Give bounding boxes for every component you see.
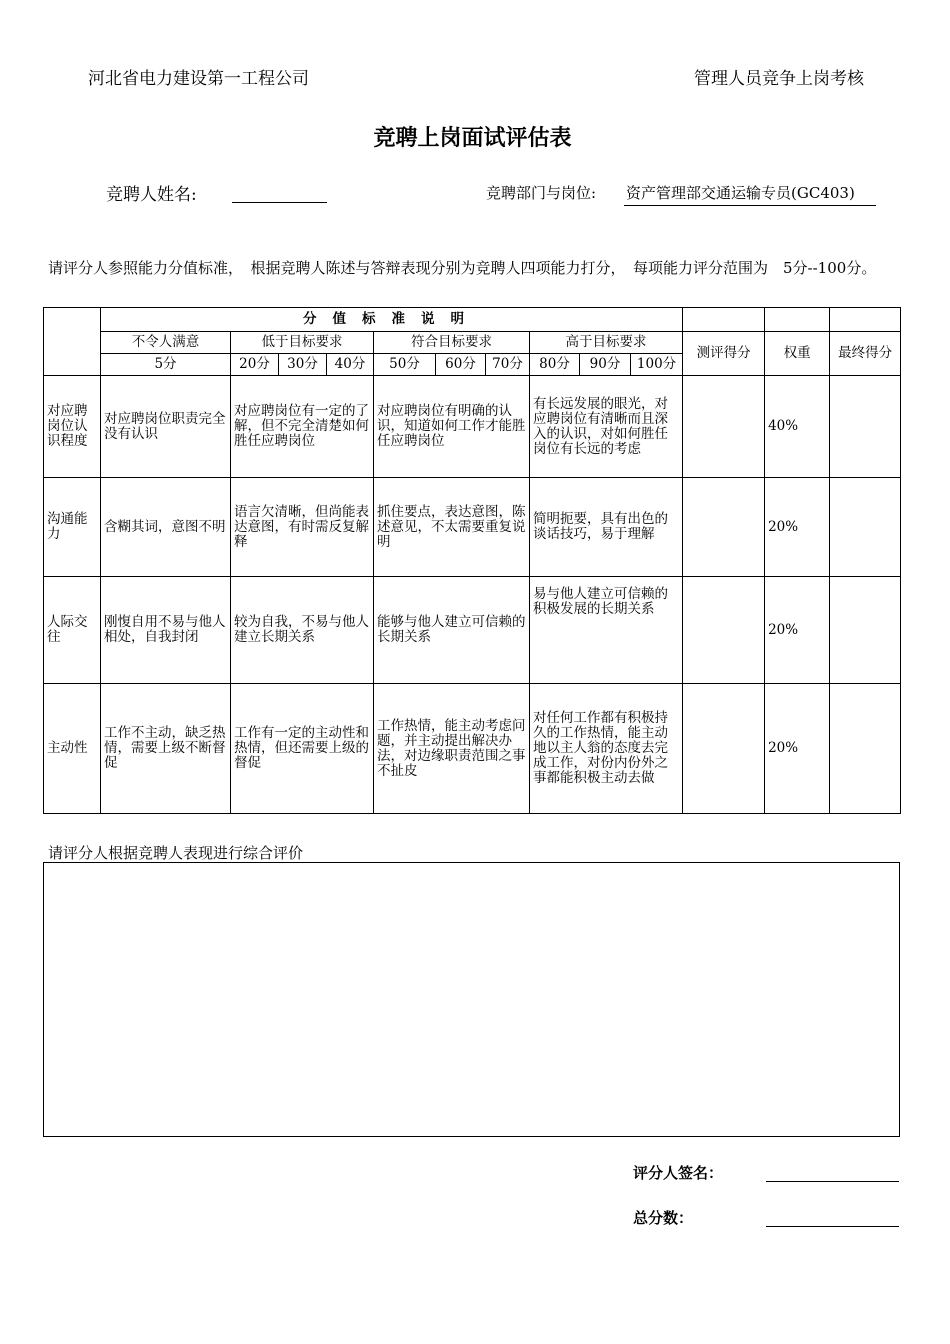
final-score-cell[interactable] (830, 684, 901, 814)
desc-above: 有长远发展的眼光，对应聘岗位有清晰而且深入的认识，对如何胜任岗位有长远的考虑 (530, 376, 683, 478)
score-40: 40分 (327, 354, 374, 376)
candidate-name-label: 竞聘人姓名: (106, 185, 197, 205)
signer-label: 评分人签名： (633, 1164, 724, 1182)
score-70: 70分 (486, 354, 530, 376)
signer-signature-field[interactable] (766, 1181, 899, 1182)
ability-name: 主动性 (44, 684, 101, 814)
overall-evaluation-box[interactable] (43, 862, 900, 1137)
score-20: 20分 (231, 354, 279, 376)
ability-name: 沟通能力 (44, 478, 101, 577)
final-score-cell[interactable] (830, 376, 901, 478)
desc-below: 较为自我，不易与他人建立长期关系 (231, 577, 374, 684)
corner-cell (44, 308, 101, 376)
header-row-levels (44, 332, 901, 354)
desc-meets: 抓住要点，表达意图，陈述意见，不太需要重复说明 (374, 478, 530, 577)
company-name: 河北省电力建设第一工程公司 (88, 69, 309, 89)
col-weight-header: 权重 (765, 332, 830, 376)
table-row (44, 478, 901, 577)
weight-value: 20% (765, 684, 830, 814)
score-100: 100分 (631, 354, 683, 376)
desc-below: 语言欠清晰，但尚能表达意图，有时需反复解释 (231, 478, 374, 577)
level-below: 低于目标要求 (231, 332, 374, 354)
header-empty-cell (683, 308, 765, 332)
level-meets: 符合目标要求 (374, 332, 530, 354)
table-row (44, 684, 901, 814)
standard-header: 分值标准说明 (303, 311, 481, 327)
weight-value: 20% (765, 577, 830, 684)
level-unsatisfactory: 不令人满意 (101, 332, 231, 354)
score-input-cell[interactable] (683, 478, 765, 577)
score-50: 50分 (374, 354, 436, 376)
header-row-standard (44, 308, 901, 332)
overall-evaluation-label: 请评分人根据竞聘人表现进行综合评价 (48, 844, 304, 862)
desc-unsatisfactory: 工作不主动，缺乏热情，需要上级不断督促 (101, 684, 231, 814)
score-input-cell[interactable] (683, 684, 765, 814)
final-score-cell[interactable] (830, 577, 901, 684)
ability-name: 对应聘岗位认识程度 (44, 376, 101, 478)
score-60: 60分 (436, 354, 486, 376)
weight-value: 20% (765, 478, 830, 577)
col-score-header: 测评得分 (683, 332, 765, 376)
evaluation-table (43, 307, 901, 814)
desc-meets: 对应聘岗位有明确的认识，知道如何工作才能胜任应聘岗位 (374, 376, 530, 478)
total-score-label: 总分数： (633, 1209, 694, 1227)
position-label: 竞聘部门与岗位: (486, 184, 597, 202)
instruction-text: 请评分人参照能力分值标准， 根据竞聘人陈述与答辩表现分别为竞聘人四项能力打分， 每项能力评分范围为 5分--100分。 (48, 259, 877, 277)
weight-value: 40% (765, 376, 830, 478)
table-row (44, 376, 901, 478)
desc-meets: 能够与他人建立可信赖的长期关系 (374, 577, 530, 684)
ability-name: 人际交往 (44, 577, 101, 684)
score-90: 90分 (580, 354, 631, 376)
desc-above: 简明扼要，具有出色的谈话技巧，易于理解 (530, 478, 683, 577)
desc-unsatisfactory: 含糊其词，意图不明 (101, 478, 231, 577)
desc-below: 工作有一定的主动性和热情，但还需要上级的督促 (231, 684, 374, 814)
desc-above: 对任何工作都有积极持久的工作热情，能主动地以主人翁的态度去完成工作，对份内份外之事都能积极主动去做 (530, 684, 683, 814)
desc-meets: 工作热情，能主动考虑问题，并主动提出解决办法，对边缘职责范围之事不扯皮 (374, 684, 530, 814)
header-empty-cell (830, 308, 901, 332)
score-30: 30分 (279, 354, 327, 376)
header-empty-cell (765, 308, 830, 332)
position-value: 资产管理部交通运输专员(GC403) (624, 182, 876, 206)
desc-above: 易与他人建立可信赖的积极发展的长期关系 (530, 577, 683, 684)
score-input-cell[interactable] (683, 577, 765, 684)
score-input-cell[interactable] (683, 376, 765, 478)
col-final-header: 最终得分 (830, 332, 901, 376)
score-80: 80分 (530, 354, 580, 376)
desc-below: 对应聘岗位有一定的了解，但不完全清楚如何胜任应聘岗位 (231, 376, 374, 478)
candidate-name-field[interactable] (232, 202, 327, 203)
document-type: 管理人员竞争上岗考核 (694, 69, 864, 89)
table-row (44, 577, 901, 684)
desc-unsatisfactory: 对应聘岗位职责完全没有认识 (101, 376, 231, 478)
score-5: 5分 (101, 354, 231, 376)
page-title: 竞聘上岗面试评估表 (373, 125, 572, 151)
final-score-cell[interactable] (830, 478, 901, 577)
desc-unsatisfactory: 刚愎自用不易与他人相处，自我封闭 (101, 577, 231, 684)
total-score-field[interactable] (766, 1226, 899, 1227)
level-above: 高于目标要求 (530, 332, 683, 354)
